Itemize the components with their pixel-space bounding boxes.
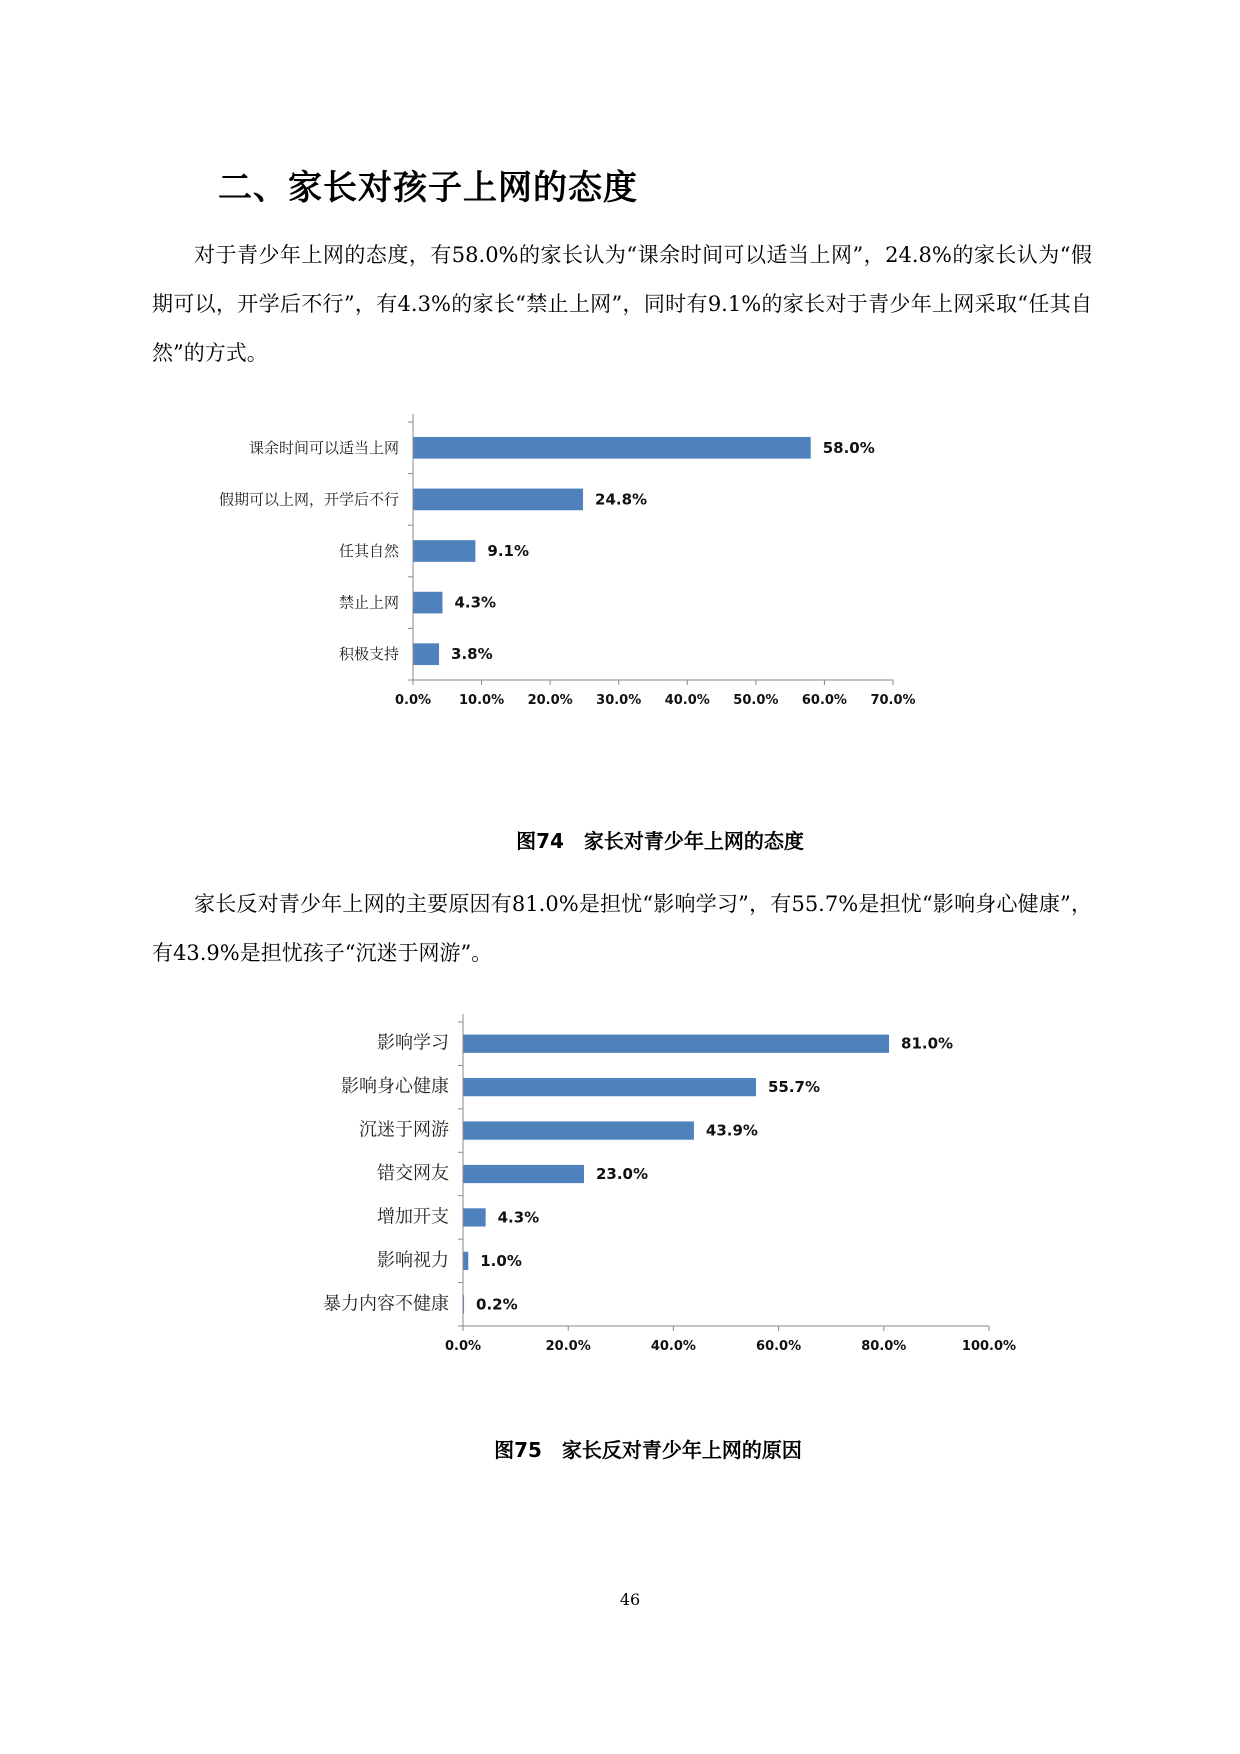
bar [413, 437, 811, 459]
data-label: 55.7% [767, 1078, 821, 1097]
bar [413, 643, 439, 665]
x-tick-label: 40.0% [664, 693, 710, 708]
data-label: 24.8% [595, 490, 648, 509]
data-label: 58.0% [822, 438, 875, 457]
category-label: 禁止上网 [338, 593, 399, 612]
category-label: 影响学习 [377, 1032, 449, 1054]
x-tick-label: 70.0% [870, 693, 916, 708]
data-label: 81.0% [901, 1034, 954, 1053]
data-label: 9.1% [487, 542, 530, 560]
figure-caption-75: 图75 家长反对青少年上网的原因 [494, 1438, 802, 1462]
x-tick-label: 80.0% [861, 1339, 907, 1354]
paragraph-reasons: 家长反对青少年上网的主要原因有81.0%是担忧“影响学习”，有55.7%是担忧“影响身心健康”，有43.9%是担忧孩子“沉迷于网游”。 [152, 892, 1092, 965]
bar [463, 1208, 486, 1226]
data-label: 1.0% [480, 1251, 522, 1270]
category-label: 影响视力 [377, 1249, 449, 1271]
category-label: 错交网友 [377, 1163, 449, 1184]
x-tick-label: 50.0% [733, 693, 779, 708]
bar [463, 1165, 584, 1183]
x-tick-label: 60.0% [801, 693, 847, 708]
section-title: 二、家长对孩子上网的态度 [218, 168, 638, 208]
bar [463, 1252, 468, 1270]
x-tick-label: 60.0% [756, 1339, 802, 1354]
x-tick-label: 10.0% [459, 693, 505, 708]
category-label: 积极支持 [338, 645, 399, 664]
bar [413, 489, 583, 511]
paragraph-attitude: 对于青少年上网的态度，有58.0%的家长认为“课余时间可以适当上网”，24.8%的家长认为“假期可以，开学后不行”，有4.3%的家长“禁止上网”，同时有9.1%的家长对于青少年上网采取“任其自然”的方式。 [152, 243, 1092, 365]
x-tick-label: 40.0% [650, 1339, 696, 1354]
x-tick-label: 30.0% [596, 693, 642, 708]
category-label: 影响身心健康 [341, 1076, 449, 1098]
chart-opposition-reasons [0, 1010, 1240, 1370]
x-tick-label: 20.0% [527, 693, 573, 708]
category-label: 沉迷于网游 [359, 1119, 449, 1141]
data-label: 4.3% [454, 593, 497, 612]
bar [413, 592, 442, 614]
bar [463, 1035, 889, 1053]
category-label: 暴力内容不健康 [323, 1293, 449, 1315]
x-tick-label: 20.0% [545, 1339, 591, 1354]
page-number: 46 [619, 1590, 641, 1609]
data-label: 4.3% [497, 1208, 540, 1227]
category-label: 任其自然 [338, 542, 399, 560]
bar [463, 1121, 694, 1139]
x-tick-label: 0.0% [394, 693, 432, 708]
x-tick-label: 0.0% [444, 1339, 482, 1354]
category-label: 增加开支 [377, 1206, 449, 1228]
chart-parent-attitude [0, 410, 1240, 720]
data-label: 43.9% [705, 1121, 758, 1140]
category-label: 课余时间可以适当上网 [248, 438, 399, 457]
data-label: 3.8% [451, 645, 493, 664]
bar [413, 540, 475, 562]
data-label: 23.0% [595, 1165, 649, 1183]
data-label: 0.2% [476, 1295, 518, 1314]
figure-caption-74: 图74 家长对青少年上网的态度 [516, 829, 804, 853]
category-label: 假期可以上网，开学后不行 [218, 490, 399, 509]
x-tick-label: 100.0% [961, 1339, 1017, 1354]
bar [463, 1078, 756, 1096]
